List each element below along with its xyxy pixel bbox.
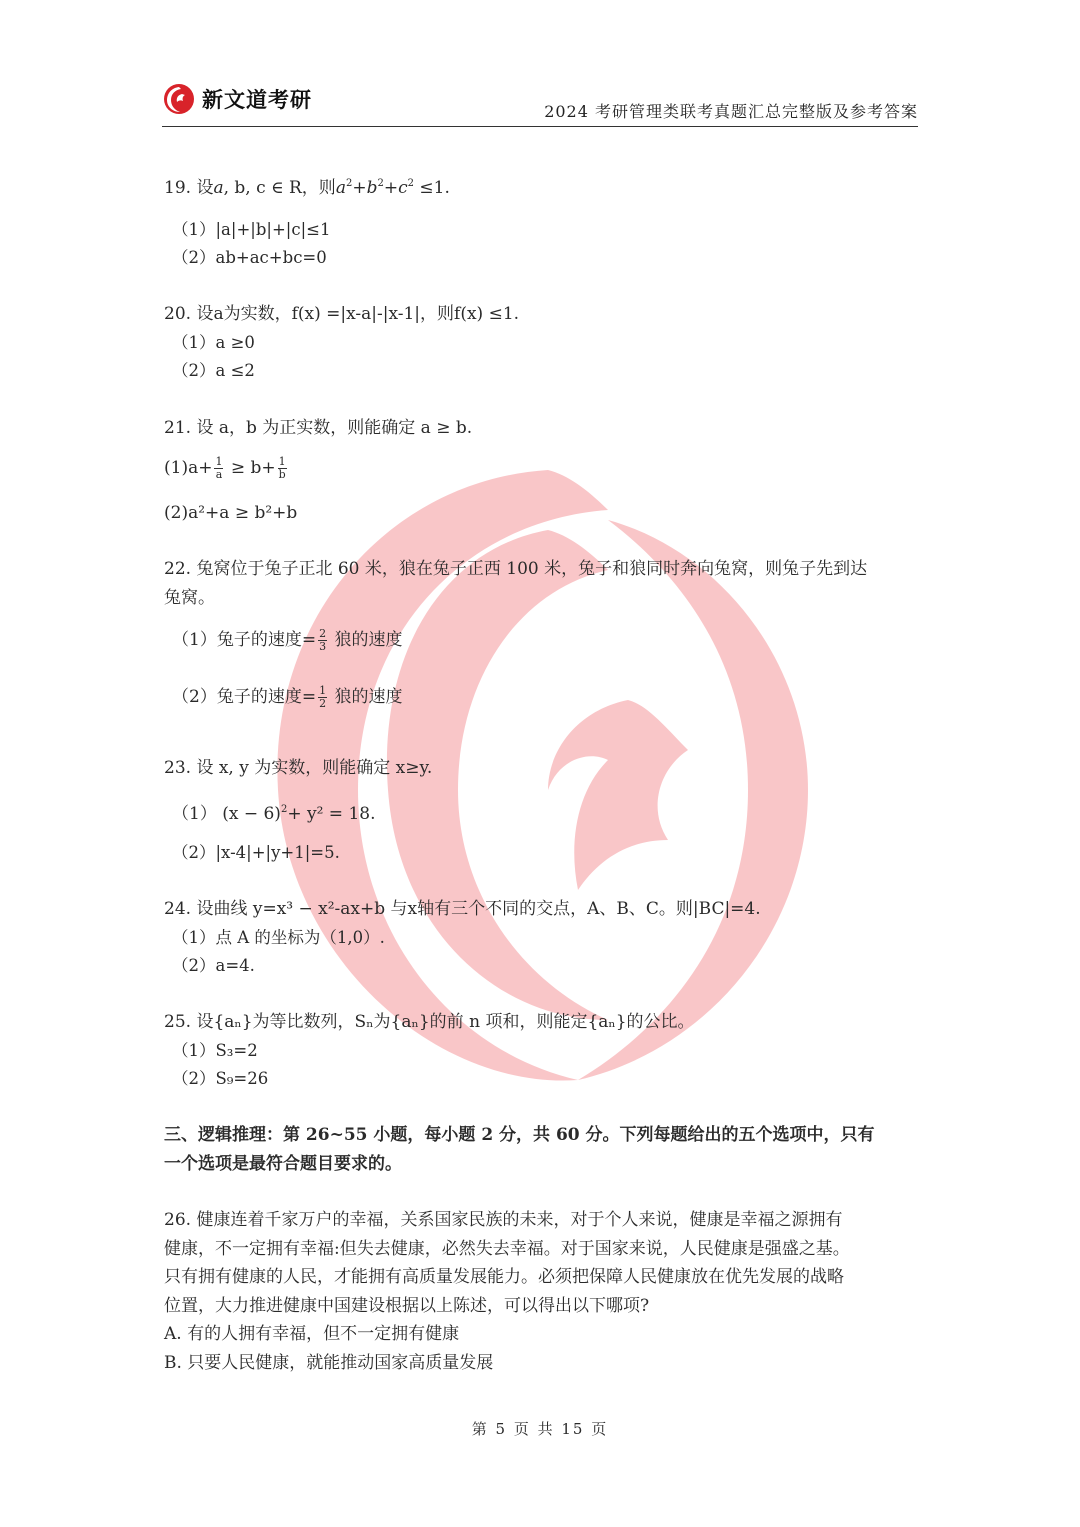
question-19-condition-2: （2）ab+ac+bc=0 xyxy=(172,248,327,267)
question-21-condition-2: (2)a²+a ≥ b²+b xyxy=(164,503,298,523)
question-20-stem: 20. 设a为实数，f(x) =|x-a|-|x-1|，则f(x) ≤1. xyxy=(164,304,520,324)
question-22-condition-2: （2）兔子的速度= $\frac{1}{2}$ 狼的速度 xyxy=(172,684,403,710)
question-22-condition-1: （1）兔子的速度= $\frac{2}{3}$ 狼的速度 xyxy=(172,627,403,653)
question-26-option-a: A. 有的人拥有幸福，但不一定拥有健康 xyxy=(164,1324,460,1344)
fraction: $\frac{1}{b}$ xyxy=(278,455,286,481)
question-20-condition-1: （1）a ≥0 xyxy=(172,333,255,352)
question-19-condition-1: （1）|a|+|b|+|c|≤1 xyxy=(172,220,331,239)
question-20-condition-2: （2）a ≤2 xyxy=(172,361,255,380)
question-26 xyxy=(164,1206,920,1377)
page-number: 第 5 页 共 15 页 xyxy=(471,1420,609,1438)
question-21-condition-1: (1)a+ $\frac{1}{a}$ ≥ b+ $\frac{1}{b}$ xyxy=(164,455,286,481)
question-23-stem: 23. 设 x, y 为实数，则能确定 x≥y. xyxy=(164,758,433,778)
question-23-condition-2: （2）|x-4|+|y+1|=5. xyxy=(172,843,340,862)
section-3-heading-line-1: 三、逻辑推理：第 26~55 小题，每小题 2 分，共 60 分。下列每题给出的五个选项中，只有 xyxy=(164,1125,875,1145)
fraction: $\frac{1}{2}$ xyxy=(319,684,327,710)
question-22-stem-line-2: 兔窝。 xyxy=(164,588,215,608)
question-26-line: 26. 健康连着千家万户的幸福，关系国家民族的未来，对于个人来说，健康是幸福之源拥有 xyxy=(164,1210,843,1230)
fraction: $\frac{2}{3}$ xyxy=(319,627,327,653)
question-25-condition-2: （2）S₉=26 xyxy=(172,1069,269,1088)
question-26-option-b: B. 只要人民健康，就能推动国家高质量发展 xyxy=(164,1352,494,1373)
question-24-condition-1: （1）点 A 的坐标为（1,0）. xyxy=(172,928,385,947)
question-22-stem-line-1: 22. 兔窝位于兔子正北 60 米，狼在兔子正西 100 米，兔子和狼同时奔向兔窝，则兔子先到达 xyxy=(164,559,868,579)
question-23-condition-1: （1） $(x - 6)^2+ y^2 = 18$. xyxy=(172,804,376,824)
phoenix-logo-icon xyxy=(162,82,196,116)
question-24-stem: 24. 设曲线 y=x³ − x²-ax+b 与x轴有三个不同的交点，A、B、C。则|BC|=4. xyxy=(164,899,761,919)
question-21-stem: 21. 设 a，b 为正实数，则能确定 a ≥ b. xyxy=(164,418,473,438)
question-24-condition-2: （2）a=4. xyxy=(172,956,255,975)
logo-text: 新文道考研 xyxy=(202,88,312,112)
phoenix-watermark xyxy=(248,460,828,1100)
question-19-stem: 19. 设a, b, c ∈ R，则$a^2+b^2+c^2 \le 1$. xyxy=(164,178,450,198)
section-3-heading-line-2: 一个选项是最符合题目要求的。 xyxy=(164,1154,402,1174)
document-title: 2024 考研管理类联考真题汇总完整版及参考答案 xyxy=(544,102,918,121)
question-26-line: 只有拥有健康的人民，才能拥有高质量发展能力。必须把保障人民健康放在优先发展的战略 xyxy=(164,1267,844,1287)
question-25-stem: 25. 设{aₙ}为等比数列，Sₙ为{aₙ}的前 n 项和，则能定{aₙ}的公比。 xyxy=(164,1012,695,1032)
brand-logo xyxy=(162,82,312,116)
question-26-line: 健康，不一定拥有幸福:但失去健康，必然失去幸福。对于国家来说，人民健康是强盛之基。 xyxy=(164,1238,850,1259)
fraction: $\frac{1}{a}$ xyxy=(215,455,223,481)
page-header xyxy=(162,78,918,127)
question-25-condition-1: （1）S₃=2 xyxy=(172,1041,258,1060)
question-26-line: 位置，大力推进健康中国建设根据以上陈述，可以得出以下哪项? xyxy=(164,1295,650,1316)
